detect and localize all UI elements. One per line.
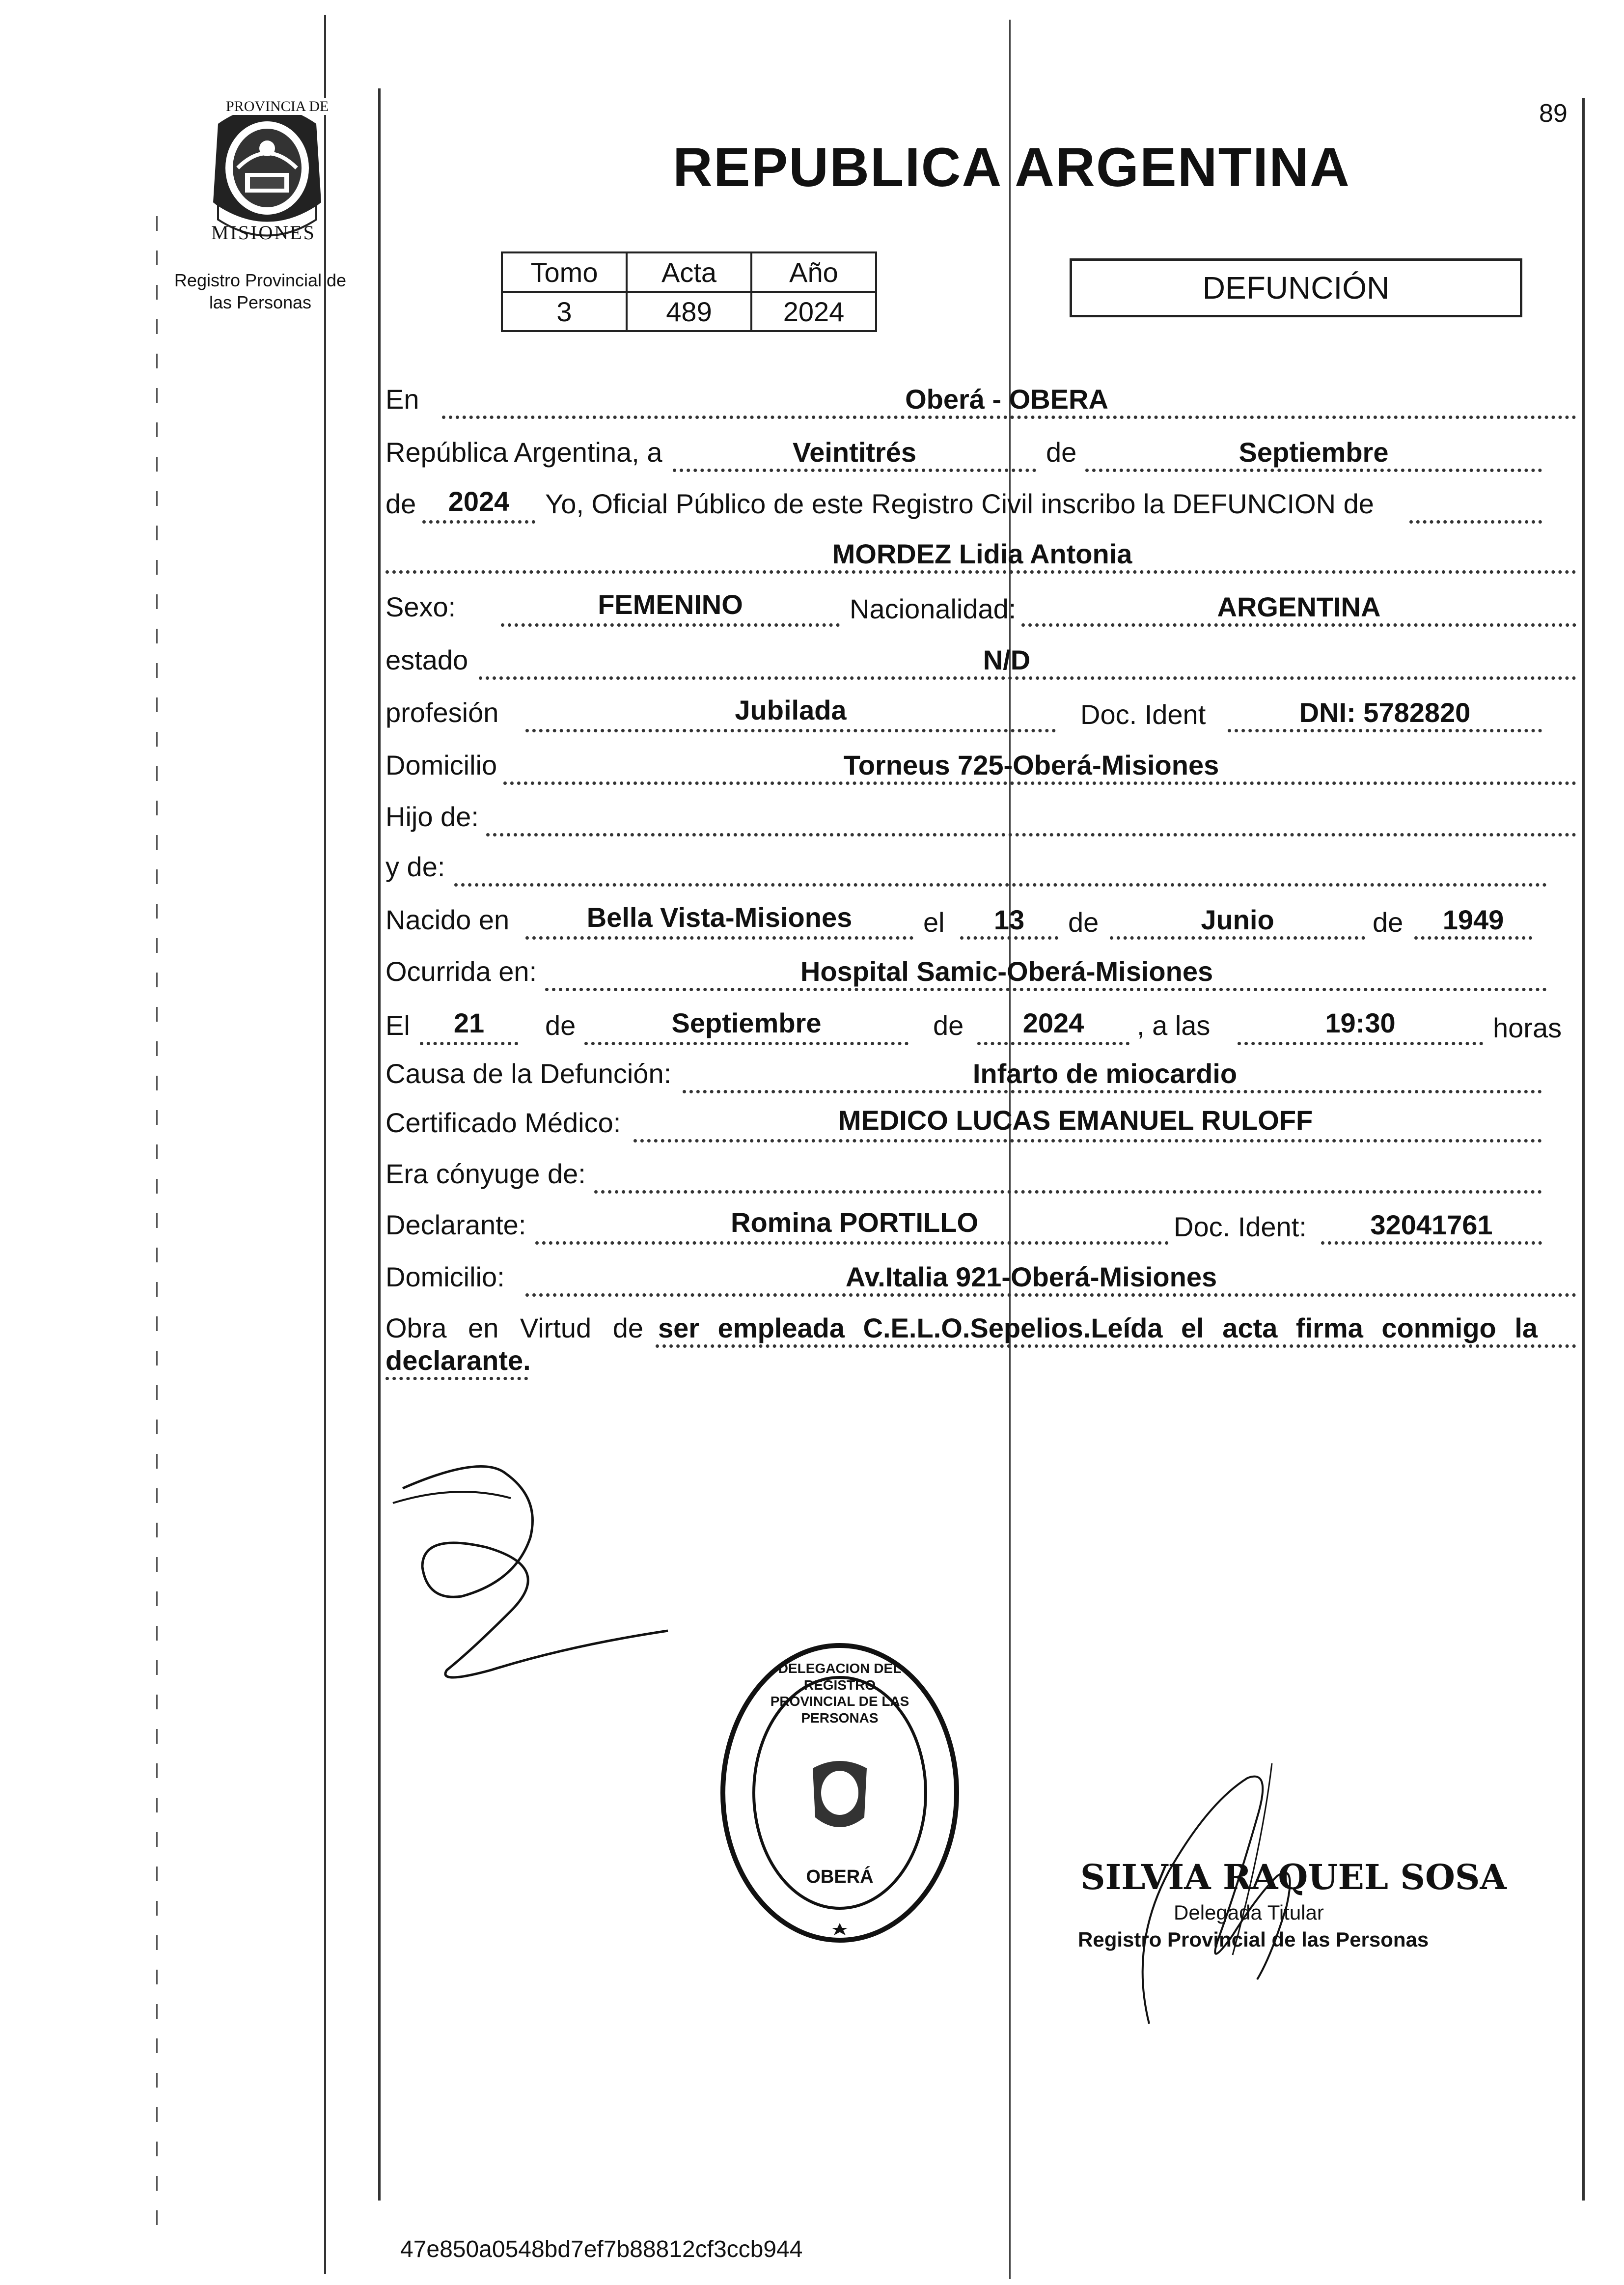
label-de-1: de [1046, 437, 1077, 468]
declarant-signature [383, 1454, 688, 1700]
dots-month [1085, 469, 1542, 472]
registry-name-line1: Registro Provincial de [174, 270, 347, 290]
label-domicilio: Domicilio [385, 750, 497, 780]
value-cause: Infarto de miocardio [972, 1058, 1238, 1089]
dots-death-place [545, 988, 1547, 991]
label-doc-ident-2: Doc. Ident: [1174, 1211, 1307, 1242]
dots-birth-place [525, 936, 913, 940]
value-birth-place: Bella Vista-Misiones [586, 902, 853, 933]
dots-day [673, 469, 1036, 472]
dots-declarant-address [525, 1293, 1576, 1297]
dots-sexo [501, 623, 840, 627]
dots-death-time [1238, 1042, 1483, 1045]
dots-obra-1 [656, 1344, 1576, 1348]
dots-after-yo [1409, 520, 1542, 524]
label-causa: Causa de la Defunción: [385, 1058, 672, 1089]
dots-death-year [977, 1042, 1129, 1045]
value-death-day: 21 [453, 1007, 485, 1038]
dots-birth-year [1414, 936, 1532, 940]
ref-value-anio: 2024 [751, 292, 876, 331]
label-sexo: Sexo: [385, 591, 456, 622]
official-office: Registro Provincial de las Personas [1078, 1928, 1429, 1951]
dots-place [442, 416, 1576, 419]
dots-estado [479, 676, 1576, 680]
dots-declarant [535, 1241, 1169, 1245]
page-number: 89 [1539, 99, 1568, 128]
label-de-4: de [1373, 907, 1404, 938]
label-yo-oficial: Yo, Oficial Público de este Registro Civil inscribo la DEFUNCION de [545, 488, 1374, 519]
label-conyuge: Era cónyuge de: [385, 1158, 586, 1189]
dots-y-de [454, 883, 1547, 887]
value-obra-line1: ser empleada C.E.L.O.Sepelios.Leída el acta firma conmigo la [658, 1312, 1538, 1343]
provincial-seal [198, 94, 336, 242]
label-nacionalidad: Nacionalidad: [850, 593, 1017, 624]
registry-name [147, 269, 373, 313]
value-profession: Jubilada [735, 695, 847, 725]
dots-death-day [420, 1042, 518, 1045]
dots-profesion [525, 729, 1056, 732]
ref-table [501, 251, 877, 332]
label-de-5: de [545, 1010, 576, 1041]
label-doc-ident: Doc. Ident [1080, 699, 1206, 730]
dots-obra-2 [385, 1377, 528, 1380]
dots-year [422, 520, 535, 524]
official-stamp-city: OBERÁ [806, 1867, 874, 1887]
label-hijo-de: Hijo de: [385, 801, 479, 832]
label-declarante: Declarante: [385, 1209, 526, 1240]
label-a-las: , a las [1137, 1010, 1211, 1041]
label-nacido-en: Nacido en [385, 904, 510, 935]
label-y-de: y de: [385, 851, 445, 882]
dots-name [385, 570, 1576, 574]
ref-value-acta: 489 [627, 292, 751, 331]
dots-doc [1228, 729, 1542, 732]
fold-line [1009, 20, 1011, 2279]
seal-text-bottom: MISIONES [211, 222, 316, 244]
label-ocurrida-en: Ocurrida en: [385, 956, 537, 987]
left-dash-line [156, 216, 158, 2230]
value-nationality: ARGENTINA [1217, 591, 1381, 622]
value-declarant: Romina PORTILLO [731, 1207, 978, 1238]
label-horas: horas [1493, 1012, 1562, 1043]
official-title: Delegada Titular [1174, 1901, 1324, 1924]
label-certificado: Certificado Médico: [385, 1107, 621, 1138]
value-address: Torneus 725-Oberá-Misiones [843, 750, 1219, 780]
ref-header-anio: Año [751, 252, 876, 292]
dots-birth-day [960, 936, 1058, 940]
dots-nacionalidad [1021, 623, 1576, 627]
dots-certifier [633, 1139, 1542, 1142]
dots-birth-month [1110, 936, 1365, 940]
footer-hash: 47e850a0548bd7ef7b88812cf3ccb944 [400, 2236, 803, 2262]
label-estado: estado [385, 644, 468, 675]
ref-header-acta: Acta [627, 252, 751, 292]
value-birth-year: 1949 [1442, 904, 1504, 935]
label-profesion: profesión [385, 697, 499, 728]
dots-domicilio [503, 781, 1576, 785]
dots-death-month [584, 1042, 908, 1045]
label-republica: República Argentina, a [385, 437, 662, 468]
label-de-3: de [1068, 907, 1099, 938]
value-declarant-address: Av.Italia 921-Oberá-Misiones [845, 1261, 1217, 1292]
ref-value-tomo: 3 [502, 292, 627, 331]
seal-text-top: PROVINCIA DE [226, 98, 329, 114]
value-place: Oberá - OBERA [905, 384, 1108, 415]
dots-cause [683, 1090, 1542, 1093]
frame-left-line [378, 88, 381, 2201]
registry-name-line2: las Personas [209, 292, 312, 312]
country-title: REPUBLICA ARGENTINA [673, 137, 1350, 198]
value-deceased-name: MORDEZ Lidia Antonia [832, 538, 1132, 569]
dots-conyuge [594, 1190, 1542, 1194]
frame-right-line [1582, 98, 1585, 2201]
label-en: En [385, 384, 419, 415]
value-sex: FEMENINO [598, 589, 743, 620]
value-day-words: Veintitrés [792, 437, 917, 468]
value-document: DNI: 5782820 [1299, 697, 1471, 728]
label-domicilio-2: Domicilio: [385, 1261, 505, 1292]
label-el: el [923, 907, 945, 938]
value-death-year: 2024 [1022, 1007, 1084, 1038]
label-obra-en: Obra en Virtud de [385, 1312, 644, 1343]
ref-header-tomo: Tomo [502, 252, 627, 292]
value-declarant-doc: 32041761 [1370, 1209, 1493, 1240]
left-margin-line [324, 15, 326, 2274]
value-year: 2024 [448, 486, 510, 517]
dots-hijo-de [486, 833, 1576, 836]
value-death-place: Hospital Samic-Oberá-Misiones [800, 956, 1213, 987]
value-birth-day: 13 [993, 904, 1025, 935]
label-de-6: de [933, 1010, 964, 1041]
value-month: Septiembre [1239, 437, 1389, 468]
act-type-box: DEFUNCIÓN [1070, 258, 1522, 317]
value-certifier: MEDICO LUCAS EMANUEL RULOFF [838, 1105, 1313, 1136]
official-name: SILVIA RAQUEL SOSA [1080, 1857, 1507, 1897]
value-obra-line2: declarante. [385, 1345, 531, 1376]
value-death-month: Septiembre [671, 1007, 822, 1038]
value-birth-month: Junio [1201, 904, 1274, 935]
official-stamp-ring-text: DELEGACION DEL REGISTRO PROVINCIAL DE LAS PERSONAS [770, 1661, 909, 1726]
value-death-time: 19:30 [1325, 1007, 1396, 1038]
label-de-2: de [385, 488, 416, 519]
dots-declarant-doc [1321, 1241, 1542, 1245]
value-civil-status: N/D [983, 644, 1031, 675]
label-el-cap: El [385, 1010, 410, 1041]
